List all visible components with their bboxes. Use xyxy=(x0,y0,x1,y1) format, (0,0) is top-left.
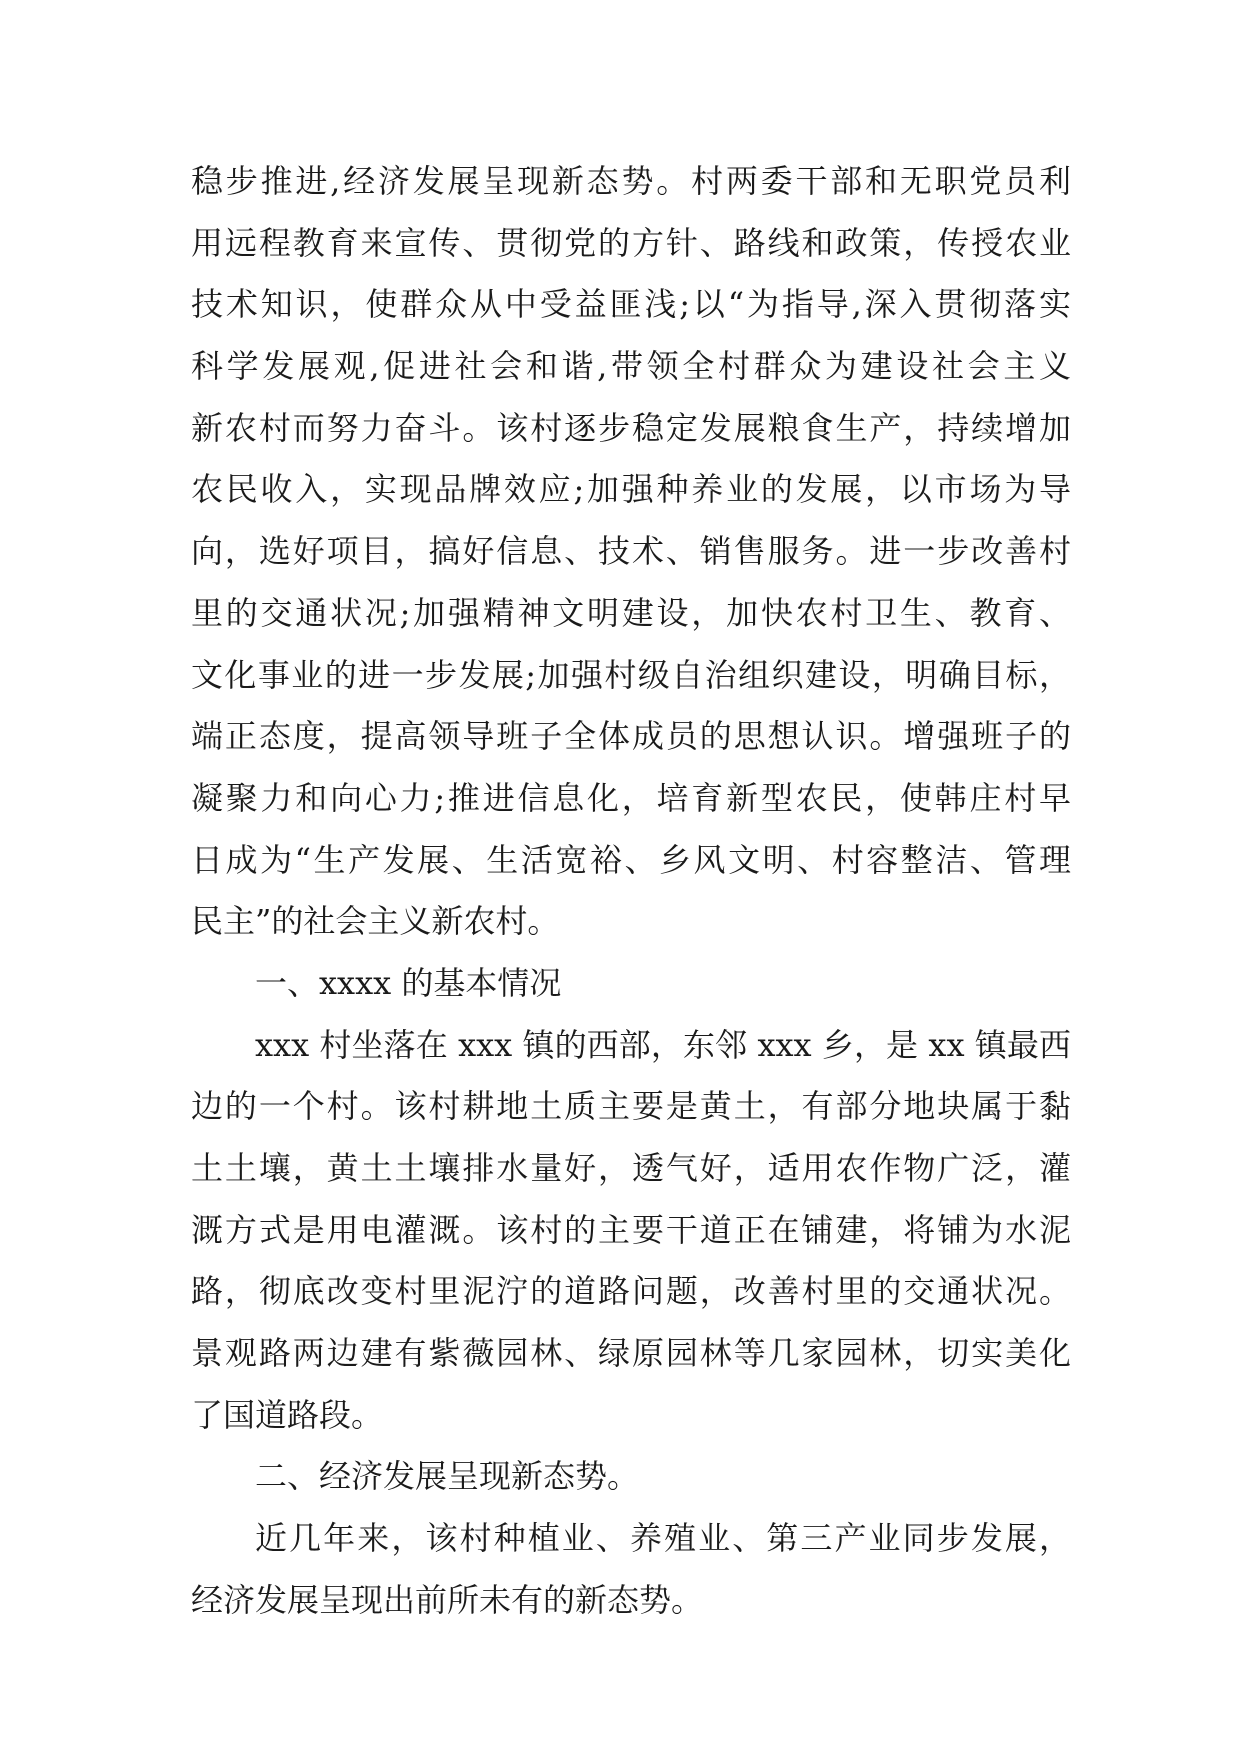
text-line: 农民收入，实现品牌效应;加强种养业的发展，以市场为导 xyxy=(191,470,1071,509)
text-line: 里的交通状况;加强精神文明建设，加快农村卫生、教育、 xyxy=(191,593,1071,632)
text-line: 了国道路段。 xyxy=(191,1395,384,1434)
text-line: 土土壤，黄土土壤排水量好，透气好，适用农作物广泛，灌 xyxy=(191,1149,1071,1187)
text-line: 路，彻底改变村里泥泞的道路问题，改善村里的交通状况。 xyxy=(191,1272,1071,1311)
section-heading xyxy=(191,965,1071,1027)
text-line: 新农村而努力奋斗。该村逐步稳定发展粮食生产，持续增加 xyxy=(191,408,1071,447)
text-line: 科学发展观,促进社会和谐,带领全村群众为建设社会主义 xyxy=(191,347,1071,386)
text-line: 日成为“生产发展、生活宽裕、乡风文明、村容整洁、管理 xyxy=(191,840,1071,879)
text-line: 稳步推进,经济发展呈现新态势。村两委干部和无职党员利 xyxy=(191,162,1071,200)
document-body xyxy=(191,163,1071,1644)
paragraph xyxy=(191,163,1071,965)
text-line: 民主”的社会主义新农村。 xyxy=(191,902,560,941)
text-line: 经济发展呈现出前所未有的新态势。 xyxy=(191,1580,704,1619)
text-line: 端正态度，提高领导班子全体成员的思想认识。增强班子的 xyxy=(191,717,1071,756)
text-line: 文化事业的进一步发展;加强村级自治组织建设，明确目标， xyxy=(191,655,1071,694)
text-line: xxx 村坐落在 xxx 镇的西部，东邻 xxx 乡，是 xx 镇最西 xyxy=(255,1025,1071,1064)
paragraph xyxy=(191,1027,1071,1459)
text-line: 溉方式是用电灌溉。该村的主要干道正在铺建，将铺为水泥 xyxy=(191,1210,1071,1249)
text-line: 近几年来，该村种植业、养殖业、第三产业同步发展， xyxy=(255,1519,1071,1558)
text-line: 用远程教育来宣传、贯彻党的方针、路线和政策，传授农业 xyxy=(191,223,1071,262)
section-heading xyxy=(191,1458,1071,1520)
text-line: 边的一个村。该村耕地土质主要是黄土，有部分地块属于黏 xyxy=(191,1087,1071,1126)
heading-text: 二、经济发展呈现新态势。 xyxy=(255,1457,640,1496)
text-line: 向，选好项目，搞好信息、技术、销售服务。进一步改善村 xyxy=(191,532,1071,571)
text-line: 技术知识，使群众从中受益匪浅;以“为指导,深入贯彻落实 xyxy=(191,285,1071,324)
paragraph xyxy=(191,1520,1071,1643)
text-line: 景观路两边建有紫薇园林、绿原园林等几家园林，切实美化 xyxy=(191,1334,1071,1373)
text-line: 凝聚力和向心力;推进信息化，培育新型农民，使韩庄村早 xyxy=(191,778,1071,817)
heading-text: 一、xxxx 的基本情况 xyxy=(255,963,562,1002)
